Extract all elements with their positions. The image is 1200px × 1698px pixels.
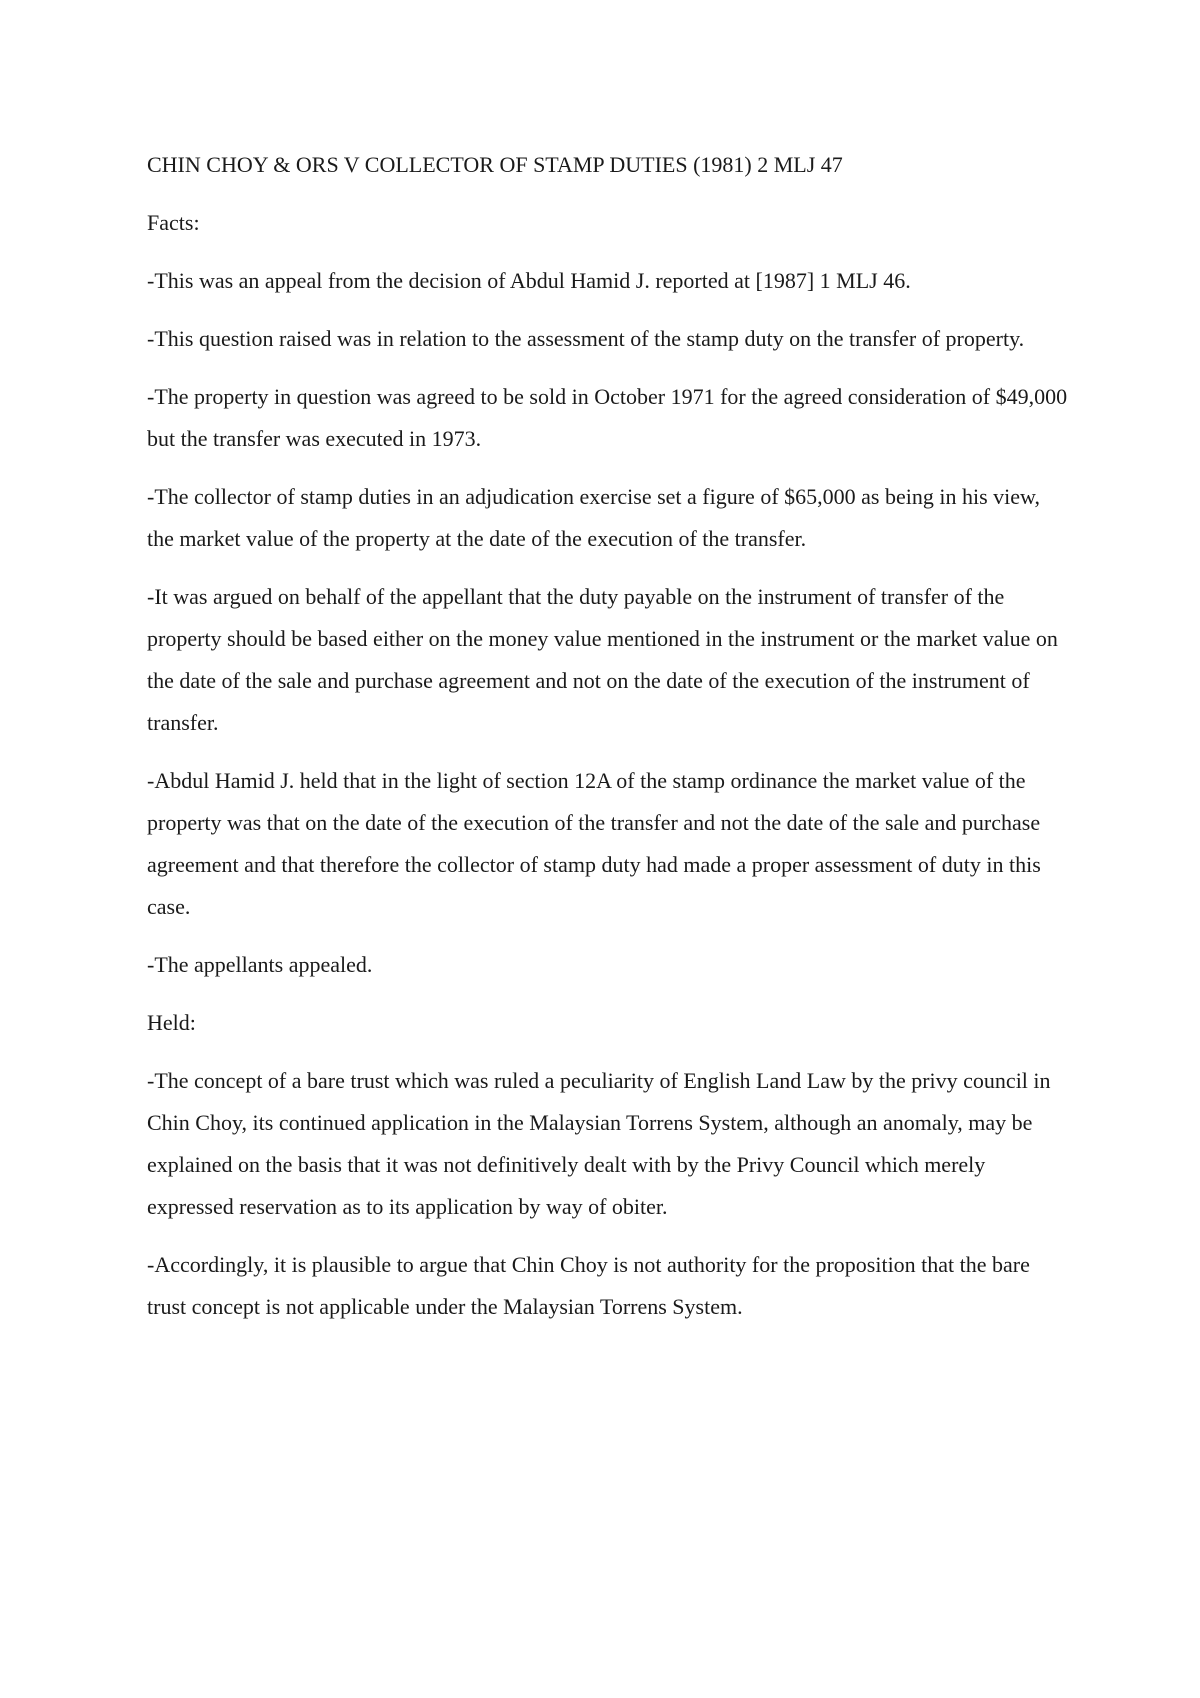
facts-paragraph-7: -The appellants appealed.	[147, 952, 373, 977]
held-paragraph-1: -The concept of a bare trust which was ruled a peculiarity of English Land Law by the privy council in Chin Choy, its continued application in the Malaysian Torrens System, although an anomaly, may be explained on the basis that it was not definitively dealt with by the Privy Council which merely expressed reservation as to its application by way of obiter.	[147, 1068, 1051, 1219]
facts-paragraph-6: -Abdul Hamid J. held that in the light of section 12A of the stamp ordinance the market value of the property was that on the date of the execution of the transfer and not the date of the sale and purchase agreement and that therefore the collector of stamp duty had made a proper assessment of duty in this case.	[147, 768, 1041, 919]
facts-heading: Facts:	[147, 210, 200, 235]
held-paragraph-2: -Accordingly, it is plausible to argue that Chin Choy is not authority for the proposition that the bare trust concept is not applicable under the Malaysian Torrens System.	[147, 1252, 1030, 1319]
document-body	[147, 144, 1070, 1328]
held-heading: Held:	[147, 1010, 196, 1035]
facts-paragraph-2: -This question raised was in relation to the assessment of the stamp duty on the transfer of property.	[147, 326, 1025, 351]
facts-paragraph-5: -It was argued on behalf of the appellant that the duty payable on the instrument of transfer of the property should be based either on the money value mentioned in the instrument or the market value on the date of the sale and purchase agreement and not on the date of the execution of the instrument of transfer.	[147, 584, 1058, 735]
facts-paragraph-4: -The collector of stamp duties in an adjudication exercise set a figure of $65,000 as being in his view, the market value of the property at the date of the execution of the transfer.	[147, 484, 1040, 551]
facts-paragraph-1: -This was an appeal from the decision of Abdul Hamid J. reported at [1987] 1 MLJ 46.	[147, 268, 911, 293]
facts-paragraph-3: -The property in question was agreed to be sold in October 1971 for the agreed consideration of $49,000 but the transfer was executed in 1973.	[147, 384, 1068, 451]
case-title: CHIN CHOY & ORS V COLLECTOR OF STAMP DUTIES (1981) 2 MLJ 47	[147, 152, 843, 177]
